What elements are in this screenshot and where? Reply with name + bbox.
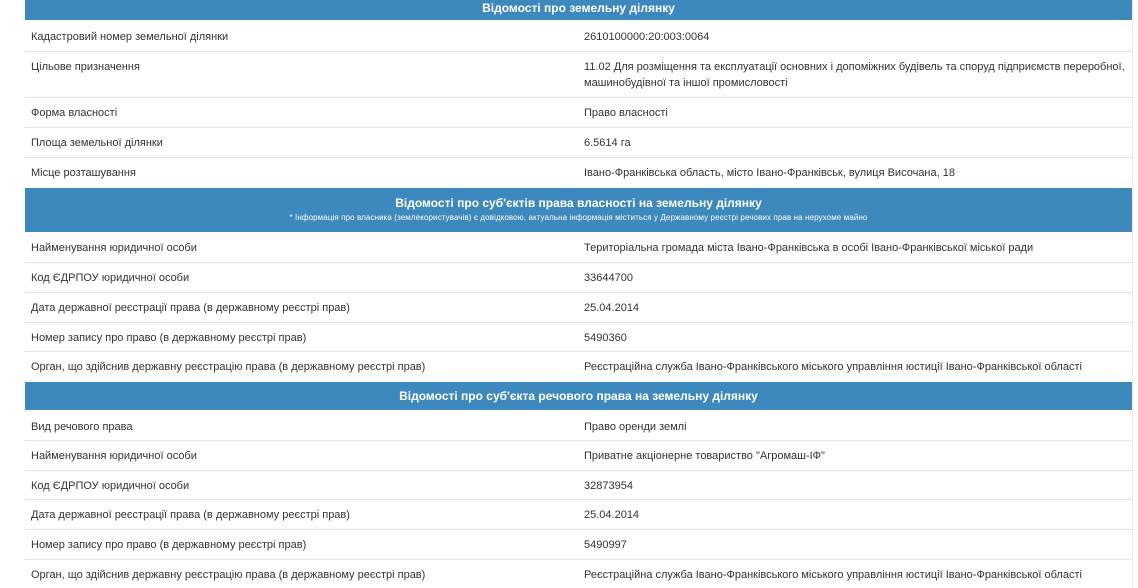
table-row: [25, 500, 1132, 530]
section-header-owners: [25, 188, 1132, 233]
row-value: 33644700: [584, 272, 633, 284]
row-value: 6.5614 га: [584, 137, 631, 149]
row-value: 25.04.2014: [584, 302, 640, 314]
section-header-right-holder: [25, 382, 1132, 411]
section-title: Відомості про земельну ділянку: [482, 1, 675, 15]
row-value: Право власності: [584, 107, 668, 119]
row-label: Найменування юридичної особи: [31, 242, 197, 254]
table-row: [25, 293, 1132, 323]
section-header-land-plot: [25, 0, 1132, 21]
table-row: [25, 471, 1132, 500]
row-label: Цільове призначення: [31, 61, 140, 73]
land-info-table: [25, 0, 1132, 588]
row-value: 5490360: [584, 332, 627, 344]
table-row: [25, 263, 1132, 293]
row-value: 5490997: [584, 539, 627, 551]
row-value: 2610100000:20:003:0064: [584, 31, 710, 43]
row-value: 32873954: [584, 480, 633, 492]
row-label: Номер запису про право (в державному реєстрі прав): [31, 332, 307, 344]
row-label: Орган, що здійснив державну реєстрацію права (в державному реєстрі прав): [31, 361, 426, 373]
table-row: [25, 441, 1132, 471]
row-label: Місце розташування: [31, 167, 136, 179]
row-value: Приватне акціонерне товариство "Агромаш-ІФ": [584, 450, 825, 462]
table-row: [25, 128, 1132, 158]
table-row: [25, 411, 1132, 441]
row-label: Орган, що здійснив державну реєстрацію права (в державному реєстрі прав): [31, 569, 426, 581]
row-label: Дата державної реєстрації права (в державному реєстрі прав): [31, 509, 350, 521]
page-edge-divider: [1132, 0, 1133, 588]
row-label: Кадастровий номер земельної ділянки: [31, 31, 229, 43]
row-label: Вид речового права: [31, 421, 133, 433]
row-label: Площа земельної ділянки: [31, 137, 163, 149]
row-label: Дата державної реєстрації права (в державному реєстрі прав): [31, 302, 350, 314]
section-title: Відомості про суб'єктів права власності на земельну ділянку: [395, 196, 762, 210]
row-value: Реєстраційна служба Івано-Франківського міського управління юстиції Івано-Франківської області: [584, 569, 1082, 581]
table-row: [25, 21, 1132, 52]
table-row: [25, 352, 1132, 382]
row-value: 11.02 Для розміщення та експлуатації основних і допоміжних будівель та споруд підприємств переробної, машинобудівної та іншої промисловості: [584, 61, 1125, 89]
section-note: * Інформація про власника (землекористувачів) є довідковою, актуальна інформація міститься у Державному реєстрі речових прав на нерухоме майно: [289, 213, 868, 222]
table-row: [25, 98, 1132, 128]
row-value: Реєстраційна служба Івано-Франківського міського управління юстиції Івано-Франківської області: [584, 361, 1082, 373]
row-label: Найменування юридичної особи: [31, 450, 197, 462]
table-row: [25, 233, 1132, 263]
table-row: [25, 158, 1132, 188]
row-label: Форма власності: [31, 107, 118, 119]
row-label: Код ЄДРПОУ юридичної особи: [31, 480, 190, 492]
row-value: 25.04.2014: [584, 509, 640, 521]
table-row: [25, 323, 1132, 352]
row-value: Право оренди землі: [584, 421, 687, 433]
section-title: Відомості про суб'єкта речового права на земельну ділянку: [399, 389, 758, 403]
table-row: [25, 52, 1132, 98]
row-label: Номер запису про право (в державному реєстрі прав): [31, 539, 307, 551]
row-value: Івано-Франківська область, місто Івано-Франківськ, вулиця Височана, 18: [584, 167, 955, 179]
table-row: [25, 530, 1132, 560]
row-label: Код ЄДРПОУ юридичної особи: [31, 272, 190, 284]
row-value: Територіальна громада міста Івано-Франківська в особі Івано-Франківської міської ради: [584, 242, 1034, 254]
table-row: [25, 560, 1132, 588]
